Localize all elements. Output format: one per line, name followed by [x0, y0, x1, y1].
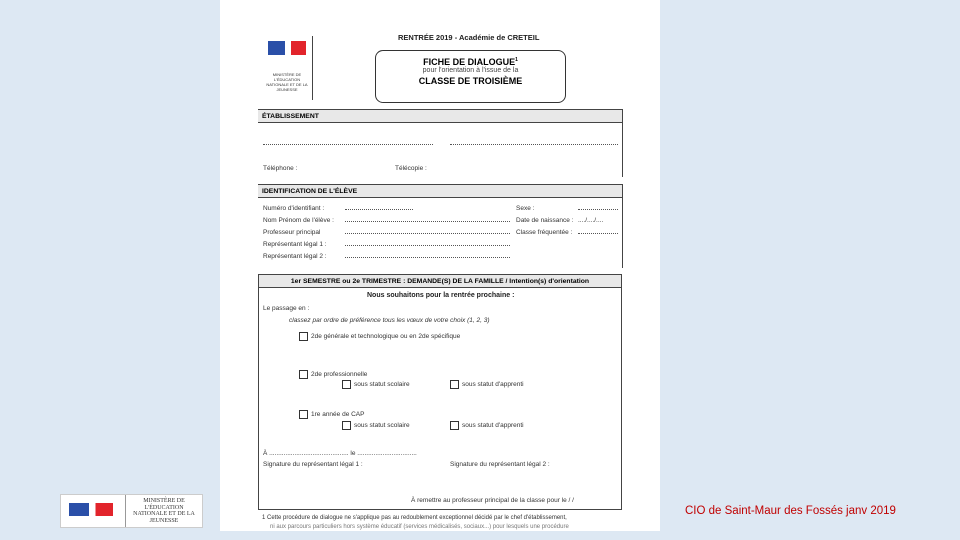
- checkbox[interactable]: [450, 380, 459, 389]
- option-label: sous statut d'apprenti: [462, 381, 524, 389]
- checkbox[interactable]: [342, 380, 351, 389]
- field-line: [345, 209, 413, 210]
- divider: [125, 495, 126, 527]
- field-line: [345, 233, 510, 234]
- border: [622, 109, 623, 177]
- section-demande: 1er SEMESTRE ou 2e TRIMESTRE : DEMANDE(S) DE LA FAMILLE / Intention(s) d'orientation: [258, 274, 622, 288]
- field-label: Numéro d'identifiant :: [263, 205, 325, 212]
- etab-line: [263, 140, 433, 145]
- option-2pro-scolaire[interactable]: [342, 380, 410, 389]
- field-line: [345, 257, 510, 258]
- souhait-heading: Nous souhaitons pour la rentrée prochaine :: [367, 292, 515, 299]
- checkbox[interactable]: [342, 421, 351, 430]
- section-etablissement: ÉTABLISSEMENT: [258, 109, 622, 123]
- doc-header: RENTRÉE 2019 - Académie de CRETEIL: [398, 33, 540, 42]
- demande-frame: [258, 274, 622, 510]
- option-2pro-apprenti[interactable]: [450, 380, 524, 389]
- doc-class: CLASSE DE TROISIÈME: [418, 76, 523, 86]
- field-line: [578, 233, 618, 234]
- title-box: [375, 50, 566, 103]
- remettre-text: À remettre au professeur principal de la classe pour le / /: [411, 497, 574, 504]
- option-label: sous statut d'apprenti: [462, 422, 524, 430]
- field-label: Date de naissance :: [516, 217, 574, 224]
- footer-ministry-logo: [60, 494, 203, 528]
- credit-text: CIO de Saint-Maur des Fossés janv 2019: [685, 505, 896, 517]
- etab-line: [450, 140, 618, 145]
- field-label: Nom Prénom de l'élève :: [263, 217, 334, 224]
- footnote: 1 Cette procédure de dialogue ne s'applique pas au redoublement exceptionnel décidé par le chef d'établissement,: [262, 515, 567, 521]
- option-2pro[interactable]: [299, 370, 367, 379]
- field-label: Représentant légal 2 :: [263, 253, 327, 260]
- field-label: Classe fréquentée :: [516, 229, 573, 236]
- checkbox[interactable]: [299, 410, 308, 419]
- option-cap-apprenti[interactable]: [450, 421, 524, 430]
- marianne-flag-icon: [268, 41, 306, 55]
- option-label: 2de générale et technologique ou en 2de spécifique: [311, 333, 461, 341]
- place-date-line: À ............................................ le .................................: [263, 450, 417, 457]
- option-label: sous statut scolaire: [354, 422, 410, 430]
- option-cap[interactable]: [299, 410, 364, 419]
- signature-1-label: Signature du représentant légal 1 :: [263, 461, 363, 468]
- field-line: [345, 221, 510, 222]
- title-note: 1: [515, 57, 518, 63]
- section-eleve: IDENTIFICATION DE L'ÉLÈVE: [258, 184, 622, 198]
- field-label: Professeur principal: [263, 229, 321, 236]
- field-line: [345, 245, 510, 246]
- checkbox[interactable]: [299, 370, 308, 379]
- signature-2-label: Signature du représentant légal 2 :: [450, 461, 550, 468]
- marianne-flag-icon: [69, 503, 113, 516]
- telephone-label: Téléphone :: [263, 165, 298, 172]
- checkbox[interactable]: [450, 421, 459, 430]
- instruction-text: classez par ordre de préférence tous les vœux de votre choix (1, 2, 3): [289, 317, 490, 324]
- option-cap-scolaire[interactable]: [342, 421, 410, 430]
- option-label: sous statut scolaire: [354, 381, 410, 389]
- option-label: 2de professionnelle: [311, 371, 368, 379]
- passage-label: Le passage en :: [263, 305, 310, 312]
- field-line: [578, 209, 618, 210]
- option-label: 1re année de CAP: [311, 411, 365, 419]
- title-text: FICHE DE DIALOGUE: [423, 57, 516, 67]
- option-2gt[interactable]: [299, 332, 460, 341]
- doc-title: [376, 57, 565, 67]
- ministry-logo-text: MINISTÈRE DE L'ÉDUCATION NATIONALE ET DE LA JEUNESSE: [266, 72, 308, 92]
- field-label: Sexe :: [516, 205, 535, 212]
- border: [622, 184, 623, 268]
- footnote: ni aux parcours particuliers hors système éducatif (services médicalisés, sociaux...) pour lesquels une procédure: [270, 524, 569, 530]
- footer-logo-text: MINISTÈRE DE L'ÉDUCATION NATIONALE ET DE LA JEUNESSE: [133, 498, 195, 524]
- field-label: Représentant légal 1 :: [263, 241, 327, 248]
- ministry-logo: [262, 36, 313, 100]
- telecopie-label: Télécopie :: [395, 165, 427, 172]
- doc-subtitle: pour l'orientation à l'issue de la: [422, 67, 519, 74]
- checkbox[interactable]: [299, 332, 308, 341]
- date-blank: ..../..../....: [578, 217, 604, 224]
